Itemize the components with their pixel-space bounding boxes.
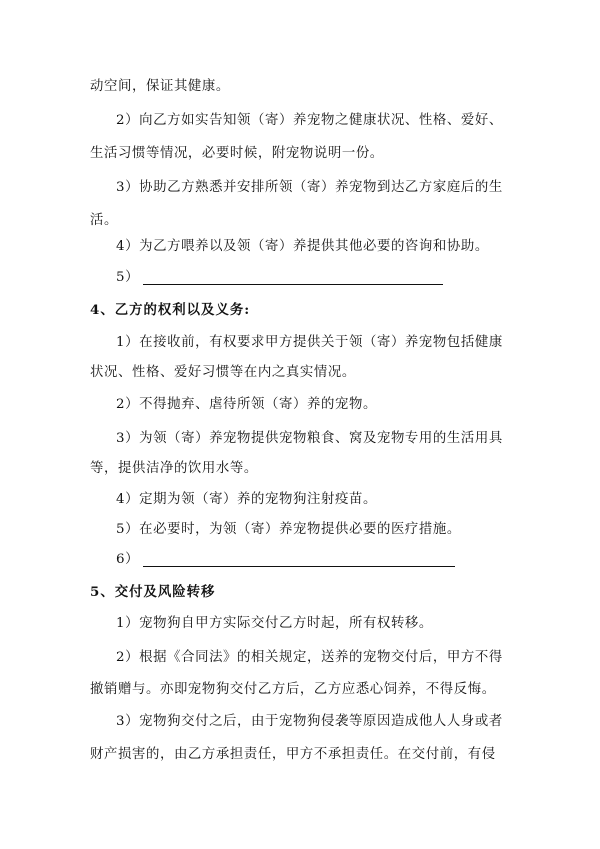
text-line: 2）根据《合同法》的相关规定，送养的宠物交付后，甲方不得	[116, 650, 503, 665]
item-number: 6）	[116, 552, 140, 567]
section-heading: 5、交付及风险转移	[90, 584, 216, 600]
text-line: 4）为乙方喂养以及领（寄）养提供其他必要的咨询和协助。	[116, 239, 489, 254]
blank-fill-line	[116, 269, 546, 287]
text-line: 生活习惯等情况，必要时候，附宠物说明一份。	[90, 146, 384, 161]
text-line: 2）不得抛弃、虐待所领（寄）养的宠物。	[116, 397, 377, 412]
text-line: 5）在必要时，为领（寄）养宠物提供必要的医疗措施。	[116, 522, 461, 537]
text-line: 财产损害的，由乙方承担责任，甲方不承担责任。在交付前，有侵	[90, 747, 496, 762]
text-line: 4）定期为领（寄）养的宠物狗注射疫苗。	[116, 492, 377, 507]
text-line: 2）向乙方如实告知领（寄）养宠物之健康状况、性格、爱好、	[116, 113, 503, 128]
text-line: 活。	[90, 213, 118, 228]
text-line: 1）在接收前，有权要求甲方提供关于领（寄）养宠物包括健康	[116, 335, 503, 350]
text-line: 动空间，保证其健康。	[90, 79, 230, 94]
text-line: 3）协助乙方熟悉并安排所领（寄）养宠物到达乙方家庭后的生	[116, 180, 503, 195]
blank-fill-line	[116, 551, 546, 569]
text-line: 3）为领（寄）养宠物提供宠物粮食、窝及宠物专用的生活用具	[116, 431, 503, 446]
text-line: 撤销赠与。亦即宠物狗交付乙方后，乙方应悉心饲养，不得反悔。	[90, 682, 496, 697]
fill-in-underline	[143, 272, 443, 285]
section-heading: 4、乙方的权利以及义务:	[90, 302, 251, 318]
text-line: 3）宠物狗交付之后，由于宠物狗侵袭等原因造成他人人身或者	[116, 714, 503, 729]
fill-in-underline	[143, 554, 455, 567]
text-line: 等，提供洁净的饮用水等。	[90, 461, 258, 476]
text-line: 1）宠物狗自甲方实际交付乙方时起，所有权转移。	[116, 616, 433, 631]
text-line: 状况、性格、爱好习惯等在内之真实情况。	[90, 365, 356, 380]
item-number: 5）	[116, 270, 140, 285]
